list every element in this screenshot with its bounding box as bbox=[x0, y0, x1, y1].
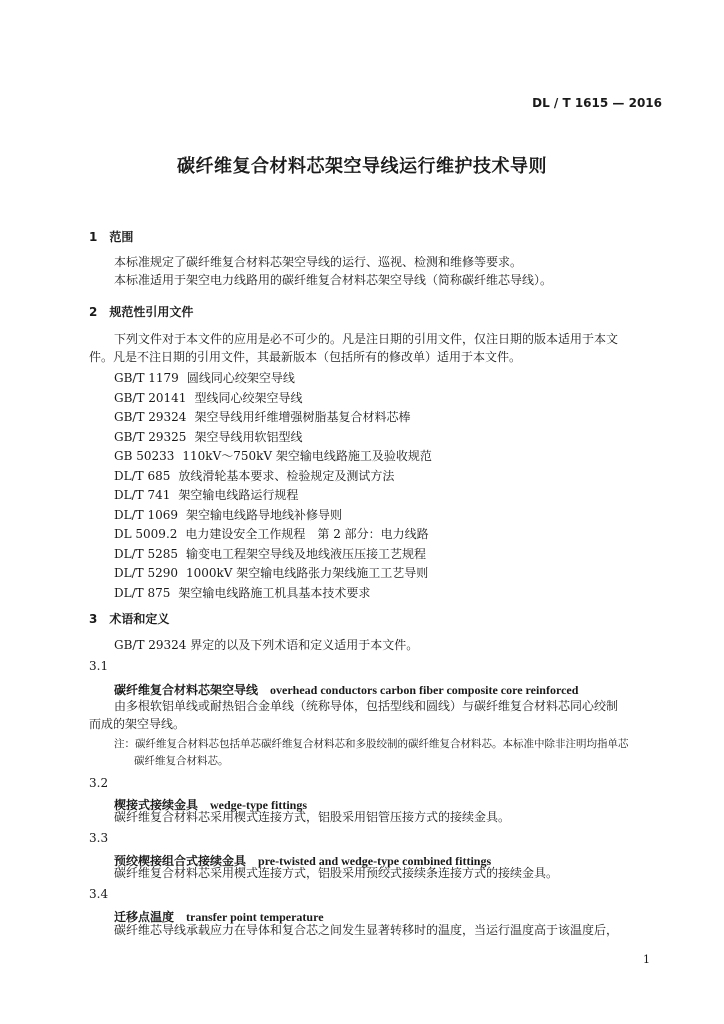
term-3-1-number: 3.1 bbox=[89, 659, 109, 673]
term-3-1-definition-line-2: 而成的架空导线。 bbox=[89, 717, 186, 731]
reference-title: 架空导线用纤维增强树脂基复合材料芯棒 bbox=[194, 410, 411, 424]
reference-item bbox=[114, 428, 432, 448]
reference-item bbox=[114, 584, 432, 604]
term-3-1-note-line-1: 注：碳纤维复合材料芯包括单芯碳纤维复合材料芯和多股绞制的碳纤维复合材料芯。本标准中除非注明均指单芯 bbox=[114, 738, 629, 750]
document-title: 碳纤维复合材料芯架空导线运行维护技术导则 bbox=[177, 156, 547, 177]
term-3-2-definition: 碳纤维复合材料芯采用楔式连接方式，铝股采用铝管压接方式的接续金具。 bbox=[114, 810, 511, 824]
reference-code: DL/T 741 bbox=[114, 488, 171, 502]
reference-code: GB/T 29325 bbox=[114, 429, 187, 444]
reference-code: DL/T 1069 bbox=[114, 507, 178, 522]
standard-code: DL / T 1615 — 2016 bbox=[532, 96, 662, 110]
reference-title: 圆线同心绞架空导线 bbox=[186, 371, 295, 385]
term-english: wedge-type fittings bbox=[210, 798, 307, 812]
term-chinese: 预绞楔接组合式接续金具 bbox=[114, 854, 247, 868]
section-1-paragraph-1: 本标准规定了碳纤维复合材料芯架空导线的运行、巡视、检测和维修等要求。 bbox=[114, 255, 523, 269]
reference-title: 输变电工程架空导线及地线液压压接工艺规程 bbox=[186, 546, 427, 561]
term-3-1-definition-line-1: 由多根软铝单线或耐热铝合金单线（统称导体，包括型线和圆线）与碳纤维复合材料芯同心绞制 bbox=[114, 699, 619, 713]
section-2-paragraph-line-1: 下列文件对于本文件的应用是必不可少的。凡是注日期的引用文件，仅注日期的版本适用于本文 bbox=[114, 332, 619, 346]
term-chinese: 迁移点温度 bbox=[114, 910, 175, 924]
reference-code: GB/T 29324 bbox=[114, 410, 187, 424]
section-3-intro: GB/T 29324 界定的以及下列术语和定义适用于本文件。 bbox=[114, 638, 419, 652]
section-2-paragraph-line-2: 件。凡是不注日期的引用文件，其最新版本（包括所有的修改单）适用于本文件。 bbox=[89, 350, 522, 364]
reference-code: GB/T 1179 bbox=[114, 371, 179, 385]
reference-title: 架空输电线路导地线补修导则 bbox=[186, 507, 343, 522]
term-chinese: 楔接式接续金具 bbox=[114, 798, 199, 812]
term-3-4-number: 3.4 bbox=[89, 887, 109, 901]
reference-item bbox=[114, 389, 432, 409]
reference-code: DL/T 875 bbox=[114, 585, 171, 600]
reference-item bbox=[114, 545, 432, 565]
normative-reference-list bbox=[114, 369, 432, 603]
term-3-3-number: 3.3 bbox=[89, 831, 109, 845]
reference-code: DL/T 685 bbox=[114, 468, 171, 483]
page-number: 1 bbox=[643, 953, 650, 966]
reference-code: GB 50233 bbox=[114, 449, 175, 463]
reference-item bbox=[114, 564, 432, 584]
term-english: pre-twisted and wedge-type combined fittings bbox=[258, 854, 492, 868]
reference-item bbox=[114, 467, 432, 487]
term-english: transfer point temperature bbox=[186, 910, 324, 924]
section-3-heading: 3 术语和定义 bbox=[89, 612, 170, 626]
reference-code: DL/T 5285 bbox=[114, 546, 178, 561]
term-3-1-heading bbox=[114, 679, 578, 698]
reference-title: 1000kV 架空输电线路张力架线施工工艺导则 bbox=[186, 566, 429, 580]
term-3-1-note-line-2: 碳纤维复合材料芯。 bbox=[134, 755, 229, 767]
reference-item bbox=[114, 486, 432, 506]
reference-title: 型线同心绞架空导线 bbox=[194, 390, 303, 405]
section-1-heading: 1 范围 bbox=[89, 230, 134, 244]
term-3-2-number: 3.2 bbox=[89, 776, 109, 790]
reference-item bbox=[114, 408, 432, 428]
term-3-3-definition: 碳纤维复合材料芯采用楔式连接方式，铝股采用预绞式接续条连接方式的接续金具。 bbox=[114, 866, 559, 880]
term-english: overhead conductors carbon fiber composite core reinforced bbox=[270, 683, 579, 697]
reference-title: 架空输电线路运行规程 bbox=[178, 488, 299, 502]
reference-code: GB/T 20141 bbox=[114, 390, 187, 405]
reference-item bbox=[114, 525, 432, 545]
section-2-heading: 2 规范性引用文件 bbox=[89, 305, 194, 319]
reference-title: 架空输电线路施工机具基本技术要求 bbox=[178, 585, 371, 600]
term-3-4-definition: 碳纤维芯导线承载应力在导体和复合芯之间发生显著转移时的温度，当运行温度高于该温度后， bbox=[114, 923, 619, 937]
reference-item bbox=[114, 369, 432, 389]
section-1-paragraph-2: 本标准适用于架空电力线路用的碳纤维复合材料芯架空导线（简称碳纤维芯导线）。 bbox=[114, 273, 553, 287]
reference-item bbox=[114, 447, 432, 467]
reference-title: 110kV～750kV 架空输电线路施工及验收规范 bbox=[182, 449, 432, 463]
reference-code: DL/T 5290 bbox=[114, 566, 178, 580]
term-chinese: 碳纤维复合材料芯架空导线 bbox=[114, 683, 259, 697]
reference-title: 架空导线用软铝型线 bbox=[194, 429, 303, 444]
reference-code: DL 5009.2 bbox=[114, 527, 178, 541]
reference-item bbox=[114, 506, 432, 526]
reference-title: 放线滑轮基本要求、检验规定及测试方法 bbox=[178, 468, 395, 483]
reference-title: 电力建设安全工作规程 第 2 部分：电力线路 bbox=[185, 527, 429, 541]
